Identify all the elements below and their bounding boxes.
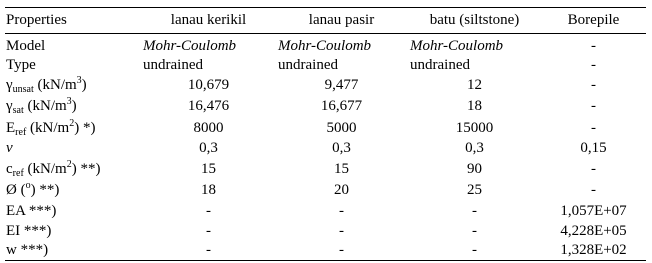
- table-row-gamma-unsat: [0, 76, 652, 94]
- table-row-poisson: [0, 139, 652, 157]
- property-label: [6, 181, 141, 199]
- value-lanau-pasir: 16,677: [320, 98, 363, 114]
- value-borepile: -: [591, 120, 596, 136]
- unit-close: ) **): [71, 161, 101, 177]
- property-label: [6, 76, 141, 94]
- value-lanau-kerikil: undrained: [143, 57, 203, 73]
- value-lanau-pasir: -: [339, 203, 344, 219]
- value-borepile: -: [591, 161, 596, 177]
- header-lanau-pasir: lanau pasir: [308, 12, 375, 28]
- property-label: EA ***): [6, 203, 57, 219]
- value-lanau-kerikil: -: [206, 242, 211, 258]
- property-label: v: [6, 140, 13, 156]
- subscript: unsat: [12, 84, 34, 95]
- value-batu-siltstone: -: [472, 242, 477, 258]
- value-batu-siltstone: undrained: [410, 57, 470, 73]
- value-borepile: 4,228E+05: [560, 223, 627, 239]
- value-batu-siltstone: 90: [467, 161, 482, 177]
- unit-close: ) *): [74, 120, 96, 136]
- value-lanau-pasir: -: [339, 223, 344, 239]
- header-borepile: Borepile: [567, 12, 620, 28]
- unit-close: ): [71, 98, 77, 114]
- property-label: [6, 119, 141, 137]
- table-row-model: [0, 37, 652, 55]
- value-batu-siltstone: 12: [467, 77, 482, 93]
- table-top-rule: [5, 7, 646, 8]
- unit-close: ): [81, 77, 87, 93]
- symbol: E: [6, 120, 16, 136]
- subscript: ref: [12, 168, 24, 179]
- table-header-row: [0, 11, 652, 29]
- value-borepile: 1,057E+07: [560, 203, 627, 219]
- table-row-type: [0, 56, 652, 74]
- property-label: w ***): [6, 242, 49, 258]
- value-lanau-pasir: Mohr-Coulomb: [278, 38, 372, 54]
- property-label: [6, 97, 141, 115]
- table-header-rule: [5, 33, 646, 34]
- unit: (kN/m: [23, 98, 67, 114]
- symbol: γ: [6, 98, 13, 114]
- value-lanau-pasir: 5000: [326, 120, 357, 136]
- table-row-e-ref: [0, 119, 652, 137]
- table-row-phi: [0, 181, 652, 199]
- value-lanau-kerikil: 0,3: [199, 140, 218, 156]
- value-batu-siltstone: 0,3: [465, 140, 484, 156]
- value-borepile: -: [591, 98, 596, 114]
- subscript: sat: [12, 105, 24, 116]
- superscript: 3: [76, 75, 82, 86]
- header-properties: Properties: [6, 12, 67, 28]
- table-row-gamma-sat: [0, 97, 652, 115]
- unit-close: ) **): [30, 182, 60, 198]
- value-lanau-kerikil: -: [206, 223, 211, 239]
- value-borepile: 0,15: [580, 140, 607, 156]
- header-lanau-kerikil: lanau kerikil: [170, 12, 247, 28]
- value-borepile: -: [591, 182, 596, 198]
- property-label: EI ***): [6, 223, 52, 239]
- header-batu-siltstone: batu (siltstone): [429, 12, 520, 28]
- value-borepile: -: [591, 38, 596, 54]
- value-lanau-pasir: 9,477: [324, 77, 359, 93]
- value-lanau-kerikil: 8000: [193, 120, 224, 136]
- value-lanau-kerikil: 16,476: [187, 98, 230, 114]
- unit: (kN/m: [23, 161, 67, 177]
- superscript: 2: [66, 159, 72, 170]
- value-lanau-pasir: 20: [334, 182, 349, 198]
- value-borepile: -: [591, 57, 596, 73]
- property-label: [6, 160, 141, 178]
- value-batu-siltstone: 18: [467, 98, 482, 114]
- value-borepile: -: [591, 77, 596, 93]
- unit: (kN/m: [26, 120, 70, 136]
- superscript: o: [25, 180, 31, 191]
- value-batu-siltstone: 25: [467, 182, 482, 198]
- value-lanau-pasir: 15: [334, 161, 349, 177]
- superscript: 3: [66, 96, 72, 107]
- symbol: Ø (: [6, 182, 26, 198]
- property-label: Model: [6, 38, 46, 54]
- value-batu-siltstone: -: [472, 223, 477, 239]
- table-bottom-rule: [5, 260, 646, 261]
- value-lanau-kerikil: 15: [201, 161, 216, 177]
- table-row-ei: [0, 222, 652, 240]
- value-lanau-kerikil: -: [206, 203, 211, 219]
- property-label: Type: [6, 57, 36, 73]
- value-lanau-kerikil: Mohr-Coulomb: [143, 38, 237, 54]
- symbol: c: [6, 161, 13, 177]
- subscript: ref: [15, 127, 27, 138]
- table-row-c-ref: [0, 160, 652, 178]
- value-lanau-kerikil: 18: [201, 182, 216, 198]
- unit: (kN/m: [33, 77, 77, 93]
- value-lanau-kerikil: 10,679: [187, 77, 230, 93]
- table-row-w: [0, 241, 652, 259]
- value-lanau-pasir: 0,3: [332, 140, 351, 156]
- value-batu-siltstone: 15000: [455, 120, 494, 136]
- symbol: γ: [6, 77, 13, 93]
- value-lanau-pasir: -: [339, 242, 344, 258]
- value-batu-siltstone: Mohr-Coulomb: [410, 38, 504, 54]
- superscript: 2: [69, 118, 75, 129]
- value-lanau-pasir: undrained: [278, 57, 338, 73]
- value-borepile: 1,328E+02: [560, 242, 627, 258]
- value-batu-siltstone: -: [472, 203, 477, 219]
- table-row-ea: [0, 202, 652, 220]
